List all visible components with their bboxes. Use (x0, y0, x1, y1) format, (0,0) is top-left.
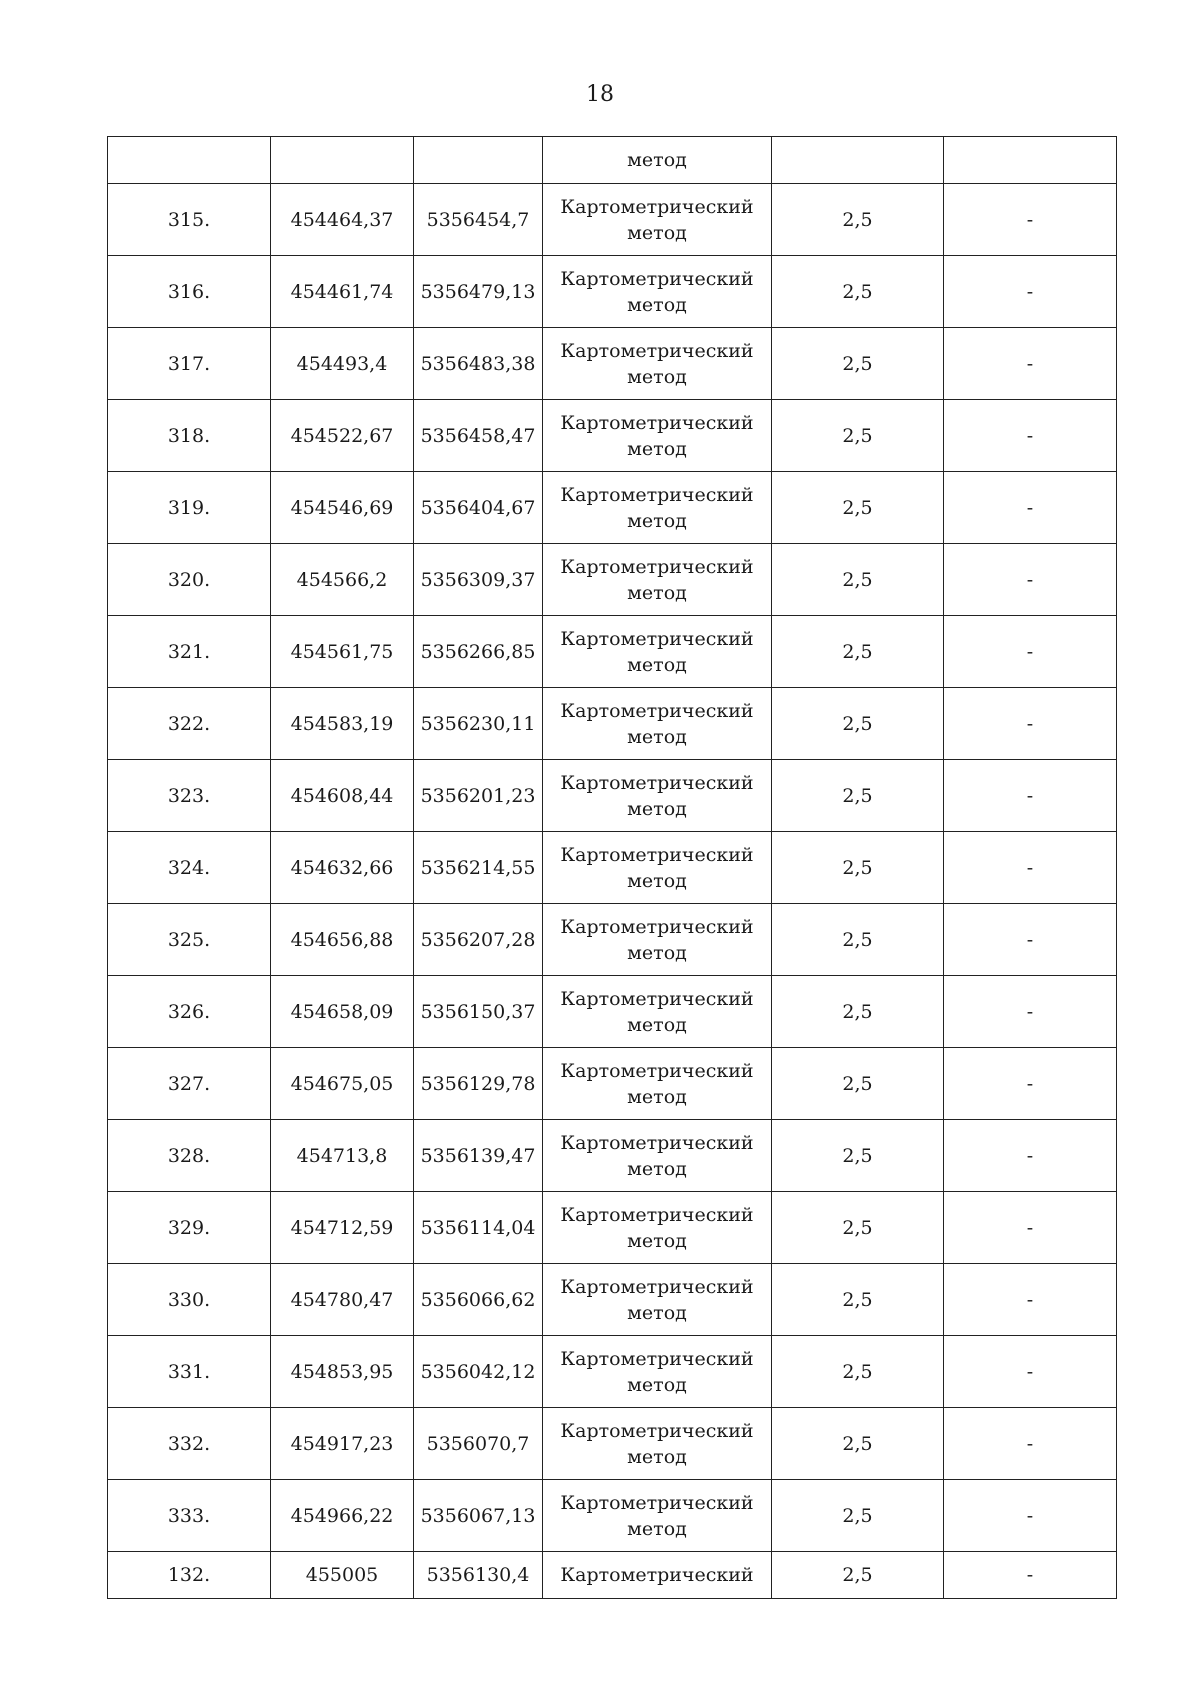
y-coordinate-cell: 5356139,47 (414, 1120, 543, 1192)
point-number-cell: 327. (108, 1048, 271, 1120)
y-coordinate-cell: 5356483,38 (414, 328, 543, 400)
y-coordinate-cell: 5356230,11 (414, 688, 543, 760)
table-row (108, 400, 1117, 472)
accuracy-cell: 2,5 (772, 1336, 944, 1408)
accuracy-cell: 2,5 (772, 328, 944, 400)
table-row (108, 1552, 1117, 1599)
point-number-cell (108, 137, 271, 184)
method-cell: Картометрический метод (543, 832, 772, 904)
note-cell: - (944, 328, 1117, 400)
table-row (108, 328, 1117, 400)
point-number-cell: 316. (108, 256, 271, 328)
page-number: 18 (586, 82, 614, 107)
table-row (108, 688, 1117, 760)
note-cell: - (944, 1192, 1117, 1264)
table-row (108, 256, 1117, 328)
table-row (108, 616, 1117, 688)
y-coordinate-cell: 5356266,85 (414, 616, 543, 688)
table-row (108, 544, 1117, 616)
accuracy-cell: 2,5 (772, 256, 944, 328)
method-cell: Картометрический метод (543, 1048, 772, 1120)
x-coordinate-cell: 454656,88 (271, 904, 414, 976)
table-row (108, 976, 1117, 1048)
table-row (108, 1120, 1117, 1192)
accuracy-cell: 2,5 (772, 616, 944, 688)
point-number-cell: 325. (108, 904, 271, 976)
accuracy-cell: 2,5 (772, 184, 944, 256)
accuracy-cell (772, 137, 944, 184)
accuracy-cell: 2,5 (772, 544, 944, 616)
x-coordinate-cell: 455005 (271, 1552, 414, 1599)
point-number-cell: 326. (108, 976, 271, 1048)
method-cell: Картометрический метод (543, 688, 772, 760)
table-row (108, 472, 1117, 544)
point-number-cell: 331. (108, 1336, 271, 1408)
x-coordinate-cell: 454464,37 (271, 184, 414, 256)
y-coordinate-cell: 5356201,23 (414, 760, 543, 832)
note-cell: - (944, 1552, 1117, 1599)
accuracy-cell: 2,5 (772, 904, 944, 976)
y-coordinate-cell: 5356070,7 (414, 1408, 543, 1480)
accuracy-cell: 2,5 (772, 1408, 944, 1480)
y-coordinate-cell: 5356129,78 (414, 1048, 543, 1120)
method-cell: Картометрический метод (543, 1264, 772, 1336)
table-row (108, 760, 1117, 832)
x-coordinate-cell: 454608,44 (271, 760, 414, 832)
x-coordinate-cell: 454853,95 (271, 1336, 414, 1408)
method-cell: Картометрический метод (543, 184, 772, 256)
note-cell: - (944, 184, 1117, 256)
accuracy-cell: 2,5 (772, 760, 944, 832)
y-coordinate-cell (414, 137, 543, 184)
table-row (108, 1480, 1117, 1552)
x-coordinate-cell: 454583,19 (271, 688, 414, 760)
note-cell: - (944, 1480, 1117, 1552)
point-number-cell: 320. (108, 544, 271, 616)
y-coordinate-cell: 5356150,37 (414, 976, 543, 1048)
method-cell: Картометрический метод (543, 472, 772, 544)
y-coordinate-cell: 5356066,62 (414, 1264, 543, 1336)
method-cell: Картометрический метод (543, 904, 772, 976)
x-coordinate-cell: 454461,74 (271, 256, 414, 328)
point-number-cell: 132. (108, 1552, 271, 1599)
point-number-cell: 323. (108, 760, 271, 832)
point-number-cell: 318. (108, 400, 271, 472)
table-row (108, 832, 1117, 904)
y-coordinate-cell: 5356458,47 (414, 400, 543, 472)
accuracy-cell: 2,5 (772, 832, 944, 904)
x-coordinate-cell: 454966,22 (271, 1480, 414, 1552)
method-cell: Картометрический метод (543, 1192, 772, 1264)
y-coordinate-cell: 5356309,37 (414, 544, 543, 616)
y-coordinate-cell: 5356404,67 (414, 472, 543, 544)
accuracy-cell: 2,5 (772, 1048, 944, 1120)
note-cell: - (944, 688, 1117, 760)
x-coordinate-cell: 454917,23 (271, 1408, 414, 1480)
table-row (108, 1264, 1117, 1336)
point-number-cell: 315. (108, 184, 271, 256)
y-coordinate-cell: 5356207,28 (414, 904, 543, 976)
method-cell: Картометрический метод (543, 400, 772, 472)
point-number-cell: 332. (108, 1408, 271, 1480)
point-number-cell: 330. (108, 1264, 271, 1336)
note-cell: - (944, 1336, 1117, 1408)
accuracy-cell: 2,5 (772, 688, 944, 760)
x-coordinate-cell: 454561,75 (271, 616, 414, 688)
point-number-cell: 322. (108, 688, 271, 760)
method-cell: Картометрический (543, 1552, 772, 1599)
x-coordinate-cell: 454780,47 (271, 1264, 414, 1336)
table-row (108, 184, 1117, 256)
note-cell: - (944, 472, 1117, 544)
note-cell: - (944, 400, 1117, 472)
coordinates-table-body (108, 137, 1117, 1599)
x-coordinate-cell: 454713,8 (271, 1120, 414, 1192)
y-coordinate-cell: 5356042,12 (414, 1336, 543, 1408)
point-number-cell: 321. (108, 616, 271, 688)
x-coordinate-cell: 454658,09 (271, 976, 414, 1048)
accuracy-cell: 2,5 (772, 1552, 944, 1599)
method-cell: Картометрический метод (543, 256, 772, 328)
method-cell: Картометрический метод (543, 1336, 772, 1408)
note-cell: - (944, 760, 1117, 832)
point-number-cell: 324. (108, 832, 271, 904)
method-cell: Картометрический метод (543, 976, 772, 1048)
note-cell: - (944, 1120, 1117, 1192)
table-row (108, 1192, 1117, 1264)
accuracy-cell: 2,5 (772, 1480, 944, 1552)
note-cell: - (944, 1264, 1117, 1336)
note-cell: - (944, 616, 1117, 688)
note-cell: - (944, 976, 1117, 1048)
x-coordinate-cell: 454712,59 (271, 1192, 414, 1264)
note-cell: - (944, 544, 1117, 616)
x-coordinate-cell: 454493,4 (271, 328, 414, 400)
table-row (108, 1336, 1117, 1408)
y-coordinate-cell: 5356214,55 (414, 832, 543, 904)
accuracy-cell: 2,5 (772, 1120, 944, 1192)
x-coordinate-cell: 454675,05 (271, 1048, 414, 1120)
method-cell: Картометрический метод (543, 616, 772, 688)
point-number-cell: 317. (108, 328, 271, 400)
accuracy-cell: 2,5 (772, 976, 944, 1048)
x-coordinate-cell: 454522,67 (271, 400, 414, 472)
x-coordinate-cell: 454546,69 (271, 472, 414, 544)
method-cell: Картометрический метод (543, 1120, 772, 1192)
note-cell (944, 137, 1117, 184)
y-coordinate-cell: 5356130,4 (414, 1552, 543, 1599)
note-cell: - (944, 832, 1117, 904)
note-cell: - (944, 256, 1117, 328)
note-cell: - (944, 1408, 1117, 1480)
table-row (108, 1408, 1117, 1480)
point-number-cell: 319. (108, 472, 271, 544)
note-cell: - (944, 1048, 1117, 1120)
coordinates-table (107, 136, 1117, 1599)
accuracy-cell: 2,5 (772, 472, 944, 544)
method-cell: метод (543, 137, 772, 184)
point-number-cell: 328. (108, 1120, 271, 1192)
table-row (108, 904, 1117, 976)
x-coordinate-cell: 454566,2 (271, 544, 414, 616)
table-row (108, 1048, 1117, 1120)
x-coordinate-cell: 454632,66 (271, 832, 414, 904)
accuracy-cell: 2,5 (772, 400, 944, 472)
method-cell: Картометрический метод (543, 760, 772, 832)
method-cell: Картометрический метод (543, 1480, 772, 1552)
y-coordinate-cell: 5356067,13 (414, 1480, 543, 1552)
table-row (108, 137, 1117, 184)
method-cell: Картометрический метод (543, 328, 772, 400)
accuracy-cell: 2,5 (772, 1264, 944, 1336)
point-number-cell: 333. (108, 1480, 271, 1552)
accuracy-cell: 2,5 (772, 1192, 944, 1264)
y-coordinate-cell: 5356114,04 (414, 1192, 543, 1264)
method-cell: Картометрический метод (543, 544, 772, 616)
method-cell: Картометрический метод (543, 1408, 772, 1480)
y-coordinate-cell: 5356454,7 (414, 184, 543, 256)
y-coordinate-cell: 5356479,13 (414, 256, 543, 328)
note-cell: - (944, 904, 1117, 976)
point-number-cell: 329. (108, 1192, 271, 1264)
x-coordinate-cell (271, 137, 414, 184)
